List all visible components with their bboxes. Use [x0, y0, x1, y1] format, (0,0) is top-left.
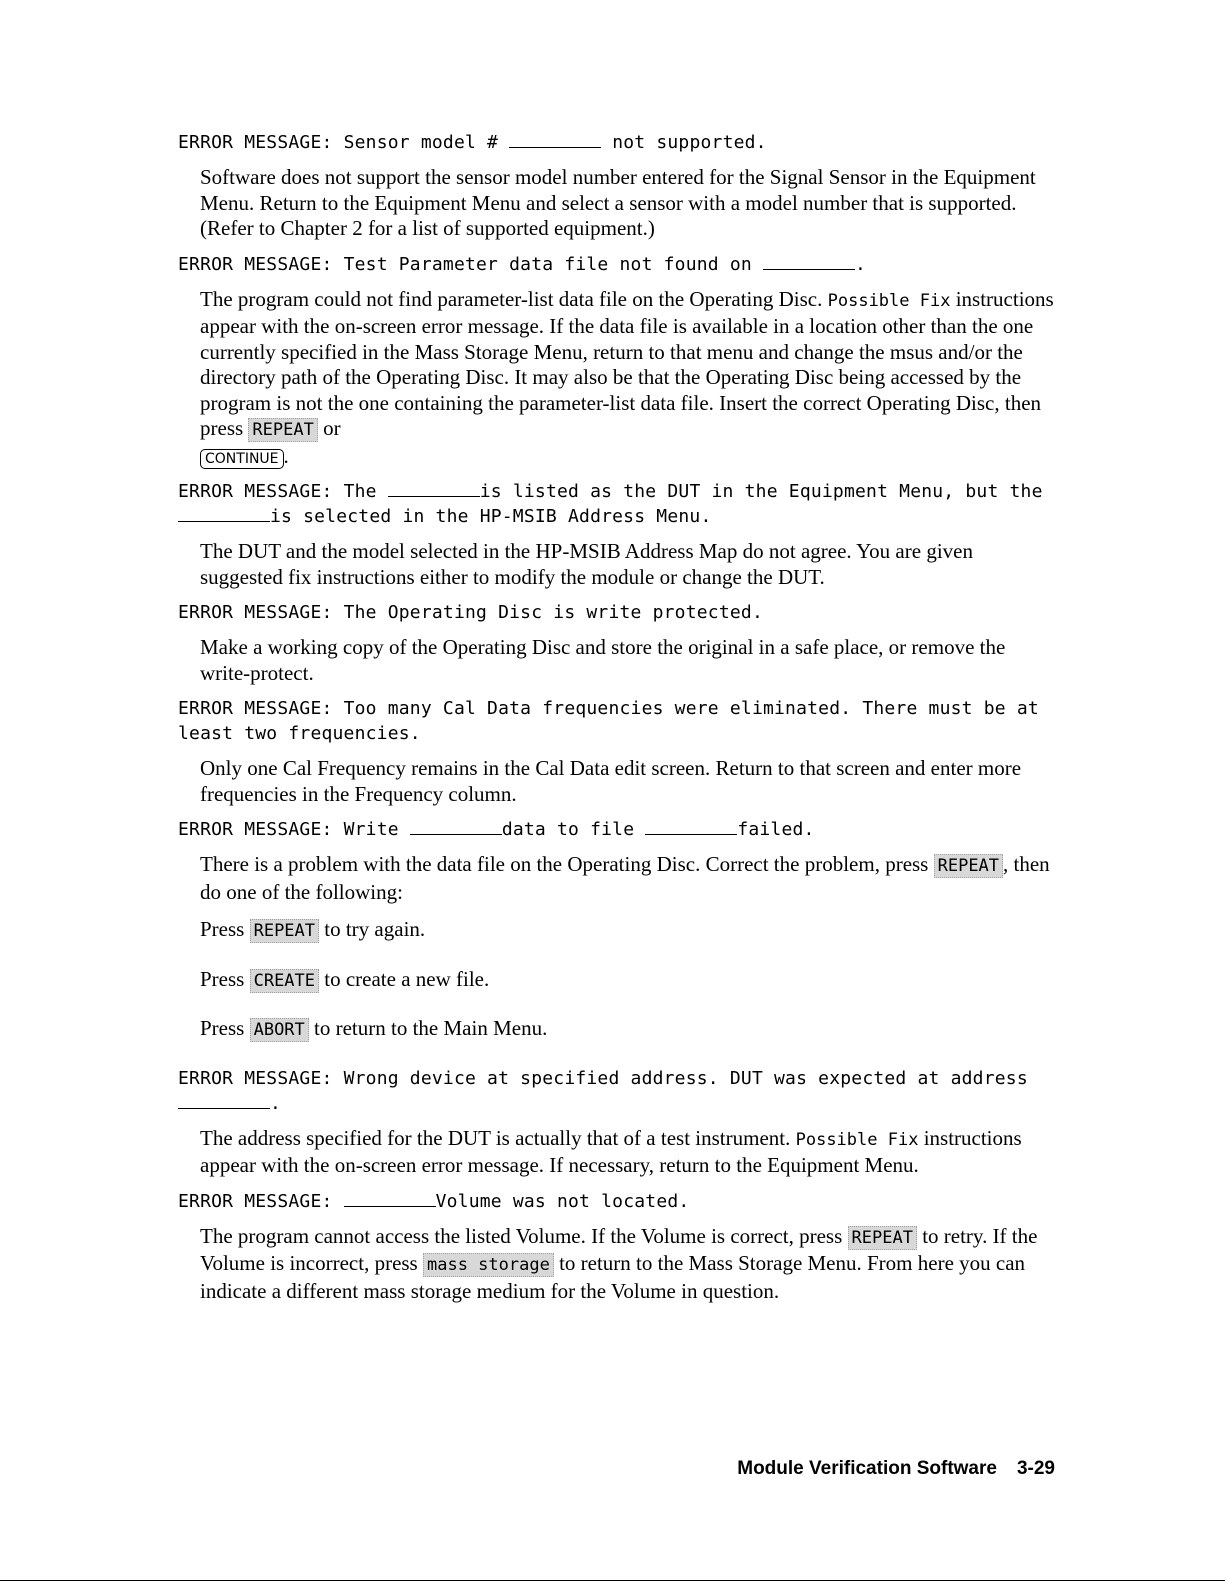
softkey-abort: ABORT	[250, 1018, 309, 1042]
error-message	[178, 479, 1058, 529]
description-text: or	[323, 416, 341, 440]
error-text: data to file	[501, 819, 635, 840]
error-text: Too many Cal Data frequencies were eliminated. There must be at least two frequencies.	[178, 698, 1039, 744]
error-text: Write	[343, 819, 399, 840]
error-text: is listed as the DUT in the Equipment Menu, but the	[479, 481, 1043, 502]
error-message	[178, 252, 1058, 277]
description-text: The address specified for the DUT is actually that of a test instrument.	[200, 1125, 791, 1150]
error-message	[178, 130, 1058, 155]
softkey-repeat: REPEAT	[250, 919, 319, 943]
blank-line	[178, 1092, 270, 1109]
softkey-repeat: REPEAT	[248, 418, 317, 442]
error-message	[178, 600, 1058, 625]
error-label: ERROR MESSAGE:	[178, 132, 333, 153]
description-text: instructions appear with the on-screen error message. If the data file is available in a location other than the one currently specified in the Mass Storage Menu, return to that menu and change the msus and/or the directory path of the Operating Disc. It may also be that the Operating Disc being accessed by the program is not the one containing the parameter-list data file. Insert the correct Operating Disc, then press	[200, 286, 1054, 440]
option-item	[200, 1016, 1058, 1044]
possible-fix-label: Possible Fix	[795, 1129, 919, 1150]
description-text: to retry. If the Volume is incorrect, press	[200, 1223, 1038, 1275]
blank-line	[178, 505, 270, 522]
page-footer	[737, 1458, 1055, 1480]
error-message	[178, 817, 1058, 842]
option-press: Press	[200, 917, 245, 941]
error-message	[178, 1066, 1058, 1116]
error-text: is selected in the HP-MSIB Address Menu.	[270, 506, 712, 527]
description-text: to return to the Mass Storage Menu. From here you can indicate a different mass storage medium for the Volume in question.	[200, 1251, 1026, 1303]
error-description: Only one Cal Frequency remains in the Cal Data edit screen. Return to that screen and enter more frequencies in the Frequency column.	[200, 756, 1022, 806]
error-text: not supported.	[612, 132, 767, 153]
error-message	[178, 1189, 1058, 1214]
option-text: to create a new file.	[324, 966, 490, 991]
option-text: to try again.	[324, 917, 426, 941]
page-content	[178, 130, 1058, 1314]
error-label: ERROR MESSAGE:	[178, 698, 333, 719]
error-label: ERROR MESSAGE:	[178, 819, 333, 840]
softkey-mass-storage: mass storage	[423, 1253, 554, 1277]
description-text: The program could not find parameter-list data file on the Operating Disc.	[200, 286, 823, 311]
footer-title: Module Verification Software	[737, 1458, 997, 1479]
blank-line	[410, 818, 502, 835]
error-description	[200, 1224, 1058, 1305]
description-text: There is a problem with the data file on the Operating Disc. Correct the problem, press	[200, 852, 929, 876]
error-text: Test Parameter data file not found on	[343, 253, 752, 275]
error-description: The DUT and the model selected in the HP-MSIB Address Map do not agree. You are given suggested fix instructions either to modify the module or change the DUT.	[200, 539, 973, 589]
blank-line	[763, 253, 855, 270]
error-description	[200, 287, 1058, 470]
option-press: Press	[200, 1016, 245, 1040]
blank-line	[645, 818, 737, 835]
error-text: Wrong device at specified address. DUT was expected at address	[343, 1067, 1028, 1089]
page-number: 3-29	[1016, 1458, 1055, 1479]
error-label: ERROR MESSAGE:	[178, 1067, 333, 1089]
error-text: failed.	[737, 819, 815, 840]
softkey-repeat: REPEAT	[934, 854, 1003, 878]
error-description	[200, 852, 1058, 905]
error-text: The	[343, 481, 377, 502]
error-text: Sensor model #	[343, 132, 499, 153]
possible-fix-label: Possible Fix	[827, 290, 951, 311]
description-text: , then do one of the following:	[200, 852, 1050, 904]
error-label: ERROR MESSAGE:	[178, 602, 333, 623]
softkey-repeat: REPEAT	[848, 1226, 917, 1250]
error-label: ERROR MESSAGE:	[178, 253, 333, 275]
error-description	[200, 1126, 1058, 1179]
option-item	[200, 917, 1058, 945]
error-text: .	[855, 253, 867, 275]
blank-line	[388, 480, 480, 497]
error-label: ERROR MESSAGE:	[178, 1190, 333, 1212]
description-text: .	[283, 443, 289, 468]
option-press: Press	[200, 966, 245, 991]
description-text: instructions appear with the on-screen error message. If necessary, return to the Equipment Menu.	[200, 1125, 1022, 1177]
error-description: Software does not support the sensor model number entered for the Signal Sensor in the Equipment Menu. Return to the Equipment Menu and select a sensor with a model number that is supported. (Refer to Chapter 2 for a list of supported equipment.)	[200, 165, 1036, 240]
hardkey-continue: CONTINUE	[200, 449, 284, 469]
error-text: The Operating Disc is write protected.	[343, 602, 763, 623]
error-label: ERROR MESSAGE:	[178, 481, 333, 502]
description-text: The program cannot access the listed Volume. If the Volume is correct, press	[200, 1223, 843, 1248]
page-bottom-rule	[0, 1580, 1225, 1581]
error-text: Volume was not located.	[435, 1190, 690, 1212]
option-item	[200, 967, 1058, 995]
blank-line	[344, 1190, 436, 1207]
blank-line	[509, 131, 601, 148]
error-description: Make a working copy of the Operating Disc and store the original in a safe place, or remove the write-protect.	[200, 635, 1006, 685]
softkey-create: CREATE	[250, 969, 319, 993]
option-text: to return to the Main Menu.	[314, 1016, 548, 1040]
error-text: .	[270, 1092, 282, 1114]
error-message	[178, 696, 1058, 746]
